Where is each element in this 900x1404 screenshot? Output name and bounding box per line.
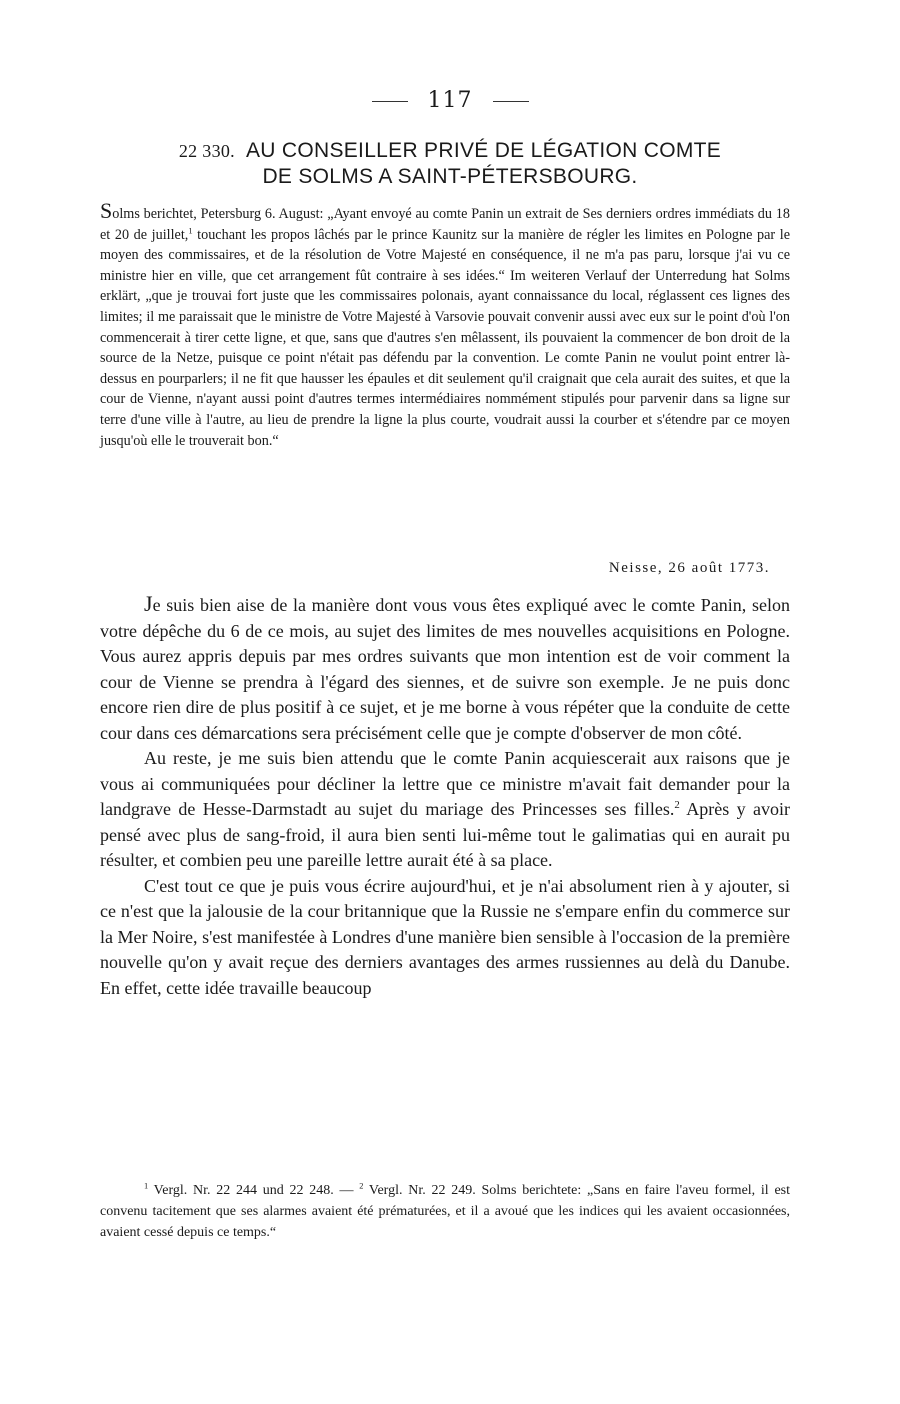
letter-paragraph-3: C'est tout ce que je puis vous écrire aujourd'hui, et je n'ai absolument rien à y ajouter, si ce n'est que la jalousie de la cour britannique que la Russie ne s'empare enfin du commerce sur la Mer Noire, s'est manifestée à Londres d'une manière bien sensible à l'occasion de la première nouvelle qu'on y avait reçue des derniers avantages des armes russiennes au delà du Danube. En effet, cette idée travaille beaucoup xyxy=(100,875,790,998)
footnote-mark-1: 1 xyxy=(144,1181,149,1191)
footnote-mark-2: 2 xyxy=(359,1181,364,1191)
footnotes xyxy=(100,1180,790,1243)
running-header xyxy=(0,88,900,113)
title-text-1: AU CONSEILLER PRIVÉ DE LÉGATION COMTE xyxy=(245,139,722,162)
summary-initial: S xyxy=(100,198,113,223)
summary-text-a: olms berichtet, Petersburg 6. August: „Ayant envoyé au comte Panin un extrait de Ses derniers ordres immédiats du 18 et 20 de juillet, xyxy=(100,206,790,243)
dateline: Neisse, 26 août 1773. xyxy=(608,560,770,576)
footnote-ref-2: 2 xyxy=(674,799,680,811)
footnote-1-text: Vergl. Nr. 22 244 und 22 248. — xyxy=(148,1183,360,1198)
letter-body xyxy=(100,591,790,1001)
letter-paragraph-2-text-b: Après y avoir pensé avec plus de sang-froid, il aura bien senti lui-même tout le galimatias qui en aurait pu résulter, et combien peu une pareille lettre aurait été à sa place. xyxy=(100,799,790,870)
page-number: 117 xyxy=(427,88,473,113)
footnote-block xyxy=(100,1180,790,1243)
letter-paragraph-1-text: e suis bien aise de la manière dont vous vous êtes expliqué avec le comte Panin, selon votre dépêche du 6 de ce mois, au sujet des limites de mes nouvelles acquisitions en Pologne. Vous aurez appris depuis par mes ordres suivants que mon intention est de voir comment la cour de Vienne se prendra à l'égard des siennes, et de suivre son exemple. Je ne puis donc encore rien dire de plus positif à ce sujet, et je me borne à vous répéter que la conduite de cette cour dans ces démarcations sera précisément celle que je compte d'observer de mon côté. xyxy=(100,595,790,743)
footnote-2-text: Vergl. Nr. 22 249. Solms berichtete: „Sans en faire l'aveu formel, il est convenu tacitement que ses alarmes avaient été prématurées, et il a avoué que les indices qui les avaient occasionnées, avaient cessé depuis ce temps.“ xyxy=(100,1183,790,1240)
summary-text-b: touchant les propos lâchés par le prince Kaunitz sur la manière de régler les limites en Pologne par le moyen des commissaires, et de la résolution de Votre Majesté en conséquence, il ne m'a pas paru, lorsque j'ai vu ce ministre hier en ville, que cet arrangement fût contraire à ses idées.“ Im weiteren Verlauf der Unterredung hat Solms erklärt, „que je trouvai fort juste que les commissaires polonais, ayant connaissance du local, réglassent ces lignes des limites; il me paraissait que le ministre de Votre Majesté à Varsovie pouvait convenir aussi avec eux sur le point d'où l'on commencerait à tirer cette ligne, et que, sans que d'autres s'en mêlassent, ils pouvaient la commencer de bon droit de la source de la Netze, puisque ce point n'était pas défendu par la convention. Le comte Panin ne voulut point entrer là-dessus en pourparlers; il ne fit que hausser les épaules et dit seulement qu'il craignait que cela aurait des suites, et que la cour de Vienne, n'ayant aussi point d'autres termes intermédiaires nommément stipulés pour parvenir dans sa ligne sur terre d'une ville à l'autre, au lieu de prendre la ligne la plus courte, voudrait aussi la courber et s'étendre par ce moyen jusqu'où elle le trouverait bon.“ xyxy=(100,226,790,449)
letter-paragraph-2-text-a: Au reste, je me suis bien attendu que le comte Panin acquiescerait aux raisons que je vous ai communiquées pour décliner la lettre que ce ministre m'avait fait demander pour la landgrave de Hesse-Darmstadt au sujet du mariage des Princesses ses filles. xyxy=(100,748,790,819)
footnote-ref-1: 1 xyxy=(188,224,193,235)
header-rule-left xyxy=(372,101,408,102)
editorial-summary xyxy=(100,198,790,451)
letter-paragraph-2 xyxy=(100,746,790,874)
letter-initial: J xyxy=(144,591,153,616)
title-line-1 xyxy=(100,138,800,164)
letter-paragraph-1 xyxy=(100,591,790,746)
title-line-2: DE SOLMS A SAINT-PÉTERSBOURG. xyxy=(262,165,638,188)
document-number: 22 330. xyxy=(178,141,235,161)
document-title xyxy=(100,138,800,190)
header-rule-right xyxy=(493,101,529,102)
